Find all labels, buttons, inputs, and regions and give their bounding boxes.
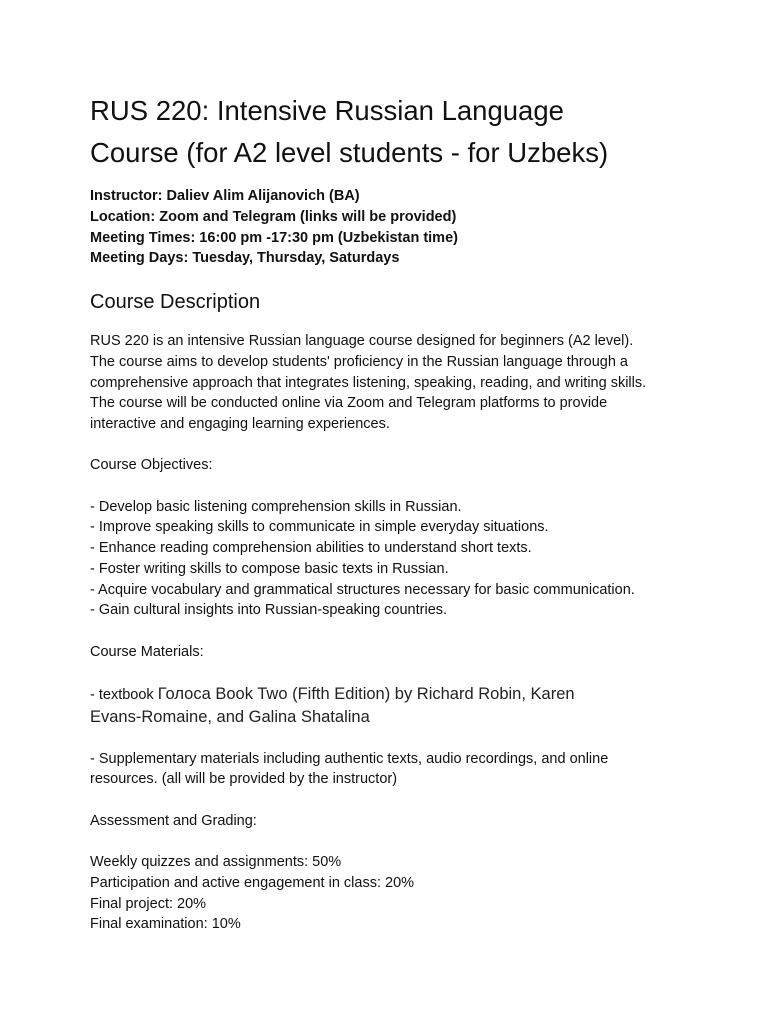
meeting-days-line: Meeting Days: Tuesday, Thursday, Saturdays	[90, 250, 400, 267]
objectives-heading: Course Objectives:	[90, 457, 213, 474]
description-line: comprehensive approach that integrates listening, speaking, reading, and writing skills.	[90, 374, 647, 391]
grading-item: Final examination: 10%	[90, 916, 241, 933]
textbook-authors: Evans-Romaine, and Galina Shatalina	[90, 708, 370, 727]
objective-item: - Develop basic listening comprehension skills in Russian.	[90, 498, 462, 515]
course-info	[90, 186, 690, 269]
document-title	[90, 90, 690, 174]
textbook-line	[90, 683, 690, 706]
location-line: Location: Zoom and Telegram (links will be provided)	[90, 208, 457, 225]
materials-heading: Course Materials:	[90, 643, 204, 660]
objective-item: - Gain cultural insights into Russian-speaking countries.	[90, 602, 448, 619]
textbook-prefix: - textbook	[90, 687, 158, 704]
course-description	[90, 331, 690, 935]
title-line-2: Course (for A2 level students - for Uzbeks)	[90, 137, 609, 168]
title-line-1: RUS 220: Intensive Russian Language	[90, 95, 564, 126]
description-line: RUS 220 is an intensive Russian language course designed for beginners (A2 level).	[90, 333, 634, 350]
instructor-line: Instructor: Daliev Alim Alijanovich (BA)	[90, 188, 360, 204]
supplementary-line: - Supplementary materials including authentic texts, audio recordings, and online	[90, 750, 609, 767]
course-description-heading: Course Description	[90, 291, 261, 314]
objective-item: - Enhance reading comprehension abilities to understand short texts.	[90, 540, 532, 557]
grading-item: Final project: 20%	[90, 895, 207, 912]
meeting-times-line: Meeting Times: 16:00 pm -17:30 pm (Uzbekistan time)	[90, 229, 458, 246]
objective-item: - Acquire vocabulary and grammatical structures necessary for basic communication.	[90, 581, 635, 598]
supplementary-line: resources. (all will be provided by the instructor)	[90, 771, 398, 788]
assessment-heading: Assessment and Grading:	[90, 812, 257, 829]
description-line: The course aims to develop students' proficiency in the Russian language through a	[90, 353, 628, 370]
grading-item: Weekly quizzes and assignments: 50%	[90, 854, 342, 871]
grading-item: Participation and active engagement in class: 20%	[90, 874, 415, 891]
description-line: The course will be conducted online via Zoom and Telegram platforms to provide	[90, 395, 608, 412]
textbook-title: Голоса Book Two (Fifth Edition) by Richard Robin, Karen	[157, 685, 575, 704]
objective-item: - Improve speaking skills to communicate in simple everyday situations.	[90, 519, 549, 536]
description-line: interactive and engaging learning experiences.	[90, 416, 390, 432]
document-content	[90, 90, 690, 935]
objective-item: - Foster writing skills to compose basic texts in Russian.	[90, 560, 449, 577]
